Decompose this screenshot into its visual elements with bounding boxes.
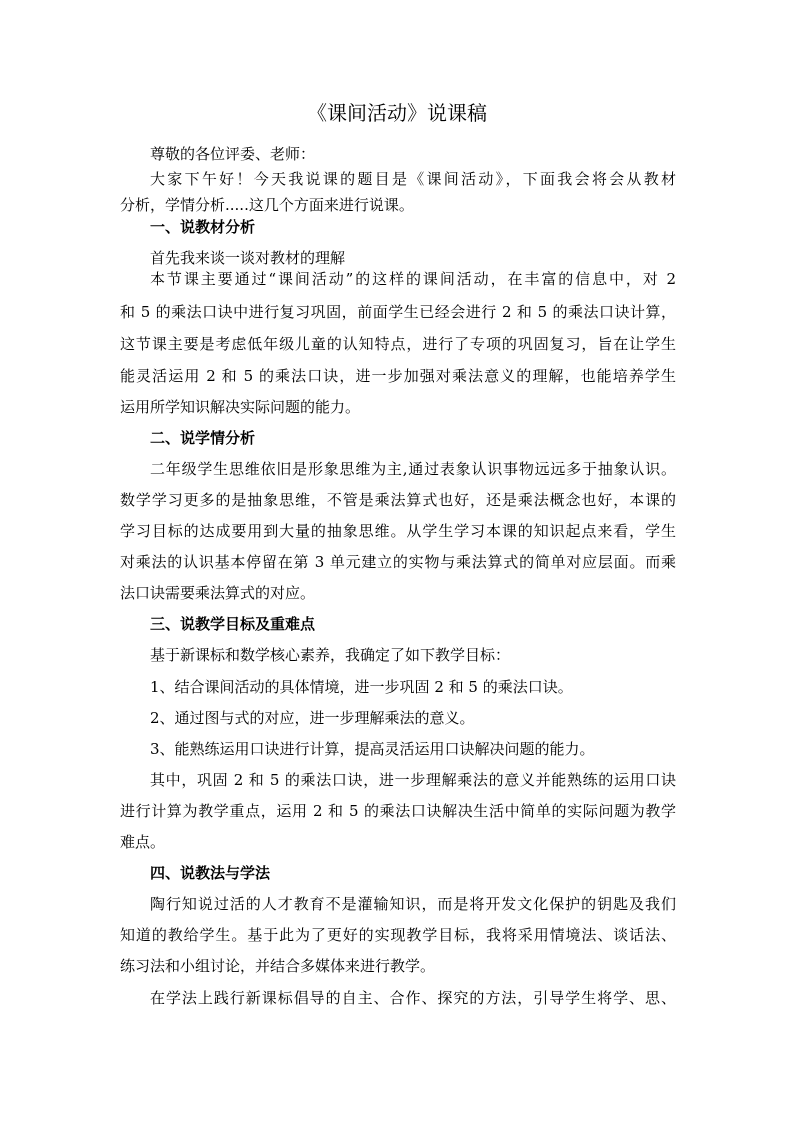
document-title: 《课间活动》说课稿	[307, 101, 487, 125]
paragraph-line: 学习目标的达成要用到大量的抽象思维。从学生学习本课的知识起点来看，学生	[120, 522, 676, 540]
section-heading: 三、说教学目标及重难点	[150, 615, 316, 633]
paragraph-line: 进行计算为教学重点，运用 2 和 5 的乘法口诀解决生活中简单的实际问题为教学	[120, 802, 676, 820]
list-item: 2、通过图与式的对应，进一步理解乘法的意义。	[150, 709, 475, 727]
section-heading: 一、说教材分析	[150, 218, 256, 236]
list-item: 3、能熟练运用口诀进行计算，提高灵活运用口诀解决问题的能力。	[150, 740, 595, 758]
paragraph-line: 其中，巩固 2 和 5 的乘法口诀，进一步理解乘法的意义并能熟练的运用口诀	[150, 771, 676, 789]
paragraph-line: 本节课主要通过“课间活动”的这样的课间活动，在丰富的信息中，对 2	[150, 270, 676, 288]
paragraph-line: 对乘法的认识基本停留在第 3 单元建立的实物与乘法算式的简单对应层面。而乘	[120, 553, 676, 571]
paragraph-line: 和 5 的乘法口诀中进行复习巩固，前面学生已经会进行 2 和 5 的乘法口诀计算，	[120, 303, 676, 321]
paragraph-line: 知道的教给学生。基于此为了更好的实现教学目标，我将采用情境法、谈话法、	[120, 926, 676, 944]
paragraph-line: 运用所学知识解决实际问题的能力。	[120, 398, 361, 416]
paragraph-line: 在学法上践行新课标倡导的自主、合作、探究的方法，引导学生将学、思、	[150, 989, 676, 1007]
paragraph-line: 能灵活运用 2 和 5 的乘法口诀，进一步加强对乘法意义的理解，也能培养学生	[120, 367, 676, 385]
paragraph-line: 这节课主要是考虑低年级儿童的认知特点，进行了专项的巩固复习，旨在让学生	[120, 335, 676, 353]
intro-line: 大家下午好！今天我说课的题目是《课间活动》，下面我会将会从教材	[150, 170, 676, 188]
paragraph-line: 首先我来谈一谈对教材的理解	[150, 249, 346, 267]
paragraph-line: 陶行知说过活的人才教育不是灌输知识，而是将开发文化保护的钥匙及我们	[150, 895, 676, 913]
paragraph-line: 二年级学生思维依旧是形象思维为主,通过表象认识事物远远多于抽象认识。	[150, 460, 676, 478]
section-heading: 二、说学情分析	[150, 429, 256, 447]
paragraph-line: 基于新课标和数学核心素养，我确定了如下教学目标：	[150, 646, 511, 664]
paragraph-line: 练习法和小组讨论，并结合多媒体来进行教学。	[120, 957, 436, 975]
greeting-line: 尊敬的各位评委、老师：	[150, 145, 316, 163]
paragraph-line: 法口诀需要乘法算式的对应。	[120, 584, 316, 602]
intro-line: 分析，学情分析.....这几个方面来进行说课。	[120, 196, 414, 214]
section-heading: 四、说教法与学法	[150, 864, 271, 882]
list-item: 1、结合课间活动的具体情境，进一步巩固 2 和 5 的乘法口诀。	[150, 678, 573, 696]
paragraph-line: 难点。	[120, 833, 166, 851]
paragraph-line: 数学学习更多的是抽象思维，不管是乘法算式也好，还是乘法概念也好，本课的	[120, 491, 676, 509]
